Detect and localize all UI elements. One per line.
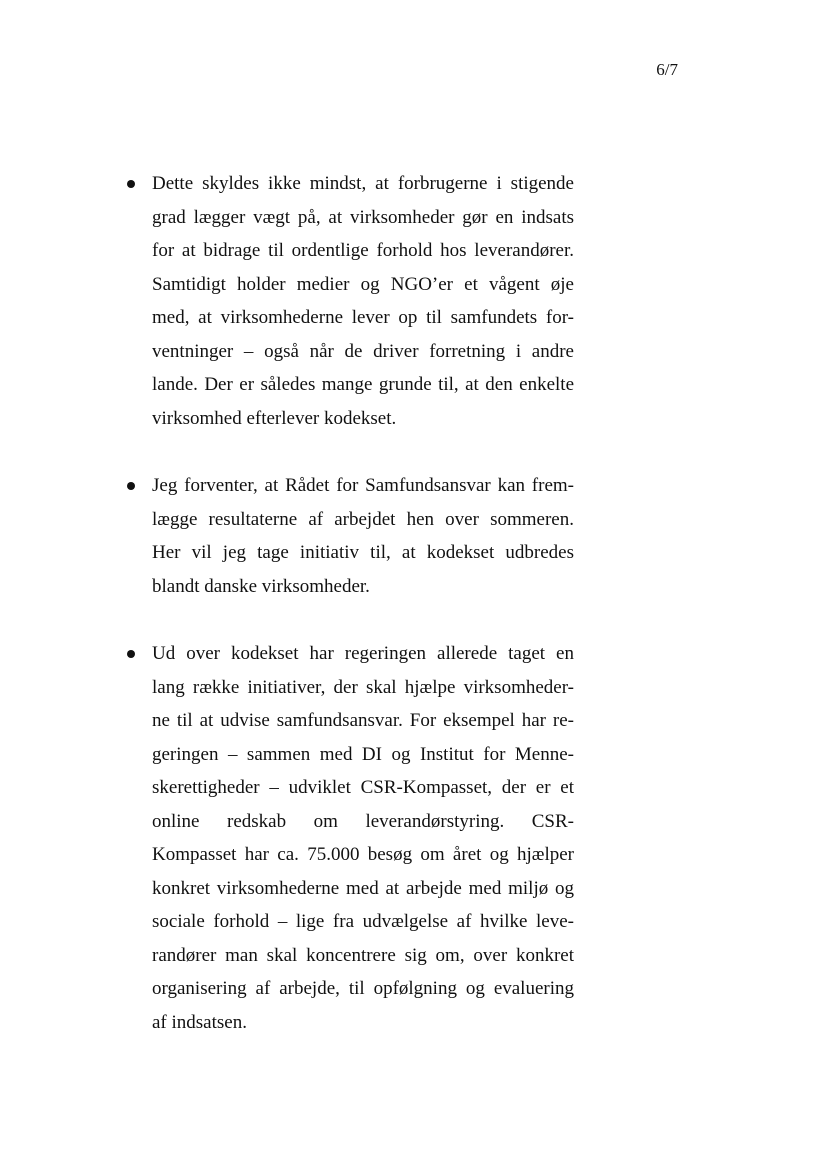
text-line: Jeg forventer, at Rådet for Samfundsansvar kan frem- [152,475,574,496]
text-line: skerettigheder – udviklet CSR-Kompasset, der er et [152,777,574,798]
text-line: ne til at udvise samfundsansvar. For eksempel har re- [152,710,574,731]
text-line: lang række initiativer, der skal hjælpe virksomheder- [152,676,574,698]
text-line: Dette skyldes ikke mindst, at forbrugerne i stigende [152,173,574,194]
text-line: blandt danske virksomheder. [152,575,370,597]
page-number: 6/7 [656,60,678,79]
bullet-dot-icon [127,482,135,490]
text-line: geringen – sammen med DI og Institut for Menne- [152,743,574,765]
bullet-dot-icon [127,180,135,188]
text-line: af indsatsen. [152,1011,247,1033]
text-line: virksomhed efterlever kodekset. [152,407,397,429]
text-line: Kompasset har ca. 75.000 besøg om året og hjælper [152,844,574,865]
text-line: med, at virksomhederne lever op til samfundets for- [152,307,574,328]
bullet-dot-icon [127,650,135,658]
text-line: lægge resultaterne af arbejdet hen over sommeren. [152,508,574,530]
text-line: ventninger – også når de driver forretning i andre [152,340,574,362]
text-line: online redskab om leverandørstyring. CSR- [152,810,574,832]
text-line: organisering af arbejde, til opfølgning og evaluering [152,978,574,999]
text-line: grad lægger vægt på, at virksomheder gør en indsats [152,206,574,228]
text-line: Her vil jeg tage initiativ til, at kodekset udbredes [152,542,574,563]
text-line: lande. Der er således mange grunde til, at den enkelte [152,374,574,395]
text-line: Samtidigt holder medier og NGO’er et vågent øje [152,273,574,295]
text-line: sociale forhold – lige fra udvælgelse af hvilke leve- [152,911,574,932]
text-line: konkret virksomhederne med at arbejde med miljø og [152,877,574,899]
text-line: randører man skal koncentrere sig om, over konkret [152,944,574,966]
text-line: for at bidrage til ordentlige forhold hos leverandører. [152,240,574,261]
text-line: Ud over kodekset har regeringen allerede taget en [152,643,574,664]
